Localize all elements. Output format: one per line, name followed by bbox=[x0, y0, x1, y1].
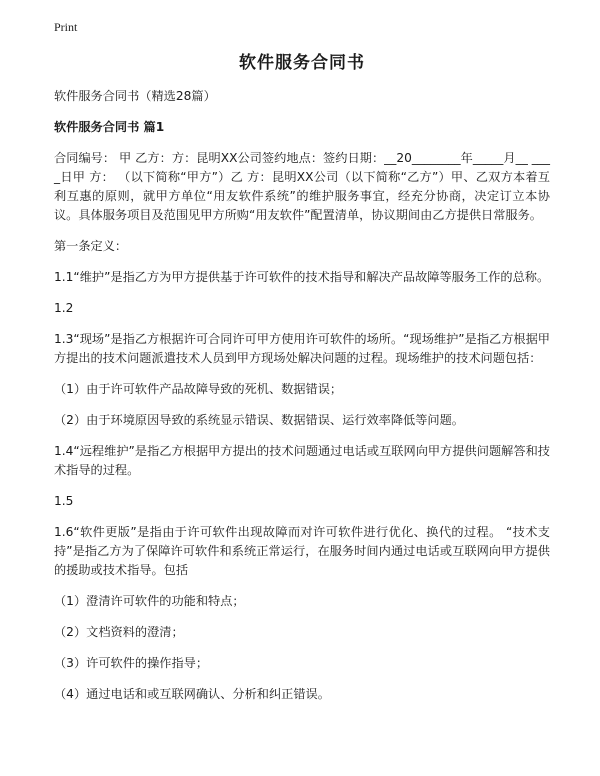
paragraph-1-2: 1.2 bbox=[54, 301, 74, 315]
list-item-2: （2）由于环境原因导致的系统显示错误、数据错误、运行效率降低等问题。 bbox=[54, 413, 464, 427]
paragraph-1-4: 1.4“远程维护”是指乙方根据甲方提出的技术问题通过电话或互联网向甲方提供问题解答和技术指导的过程。 bbox=[54, 444, 550, 477]
document-body bbox=[54, 50, 550, 716]
paragraph-1-5: 1.5 bbox=[54, 494, 74, 508]
document-subtitle: 软件服务合同书（精选28篇） bbox=[54, 89, 216, 103]
document-title: 软件服务合同书 bbox=[239, 53, 365, 73]
paragraph-1-6: 1.6“软件更版”是指由于许可软件出现故障而对许可软件进行优化、换代的过程。 “技术支持”是指乙方为了保障许可软件和系统正常运行，在服务时间内通过电话或互联网向甲方提供的援助或技术指导。包括 bbox=[54, 525, 550, 577]
support-item-4: （4）通过电话和或互联网确认、分析和纠正错误。 bbox=[54, 687, 330, 701]
list-item-1: （1）由于许可软件产品故障导致的死机、数据错误； bbox=[54, 382, 343, 396]
support-item-1: （1）澄清许可软件的功能和特点； bbox=[54, 594, 245, 608]
paragraph-1-3: 1.3“现场”是指乙方根据许可合同许可甲方使用许可软件的场所。“现场维护”是指乙方根据甲方提出的技术问题派遣技术人员到甲方现场处解决问题的过程。现场维护的技术问题包括： bbox=[54, 332, 550, 365]
paragraph-article-1: 第一条定义： bbox=[54, 239, 128, 253]
support-item-2: （2）文档资料的澄清； bbox=[54, 625, 184, 639]
support-item-3: （3）许可软件的操作指导； bbox=[54, 656, 209, 670]
paragraph-1-1: 1.1“维护”是指乙方为甲方提供基于许可软件的技术指导和解决产品故障等服务工作的总称。 bbox=[54, 270, 550, 284]
print-label[interactable]: Print bbox=[54, 20, 78, 34]
section-heading: 软件服务合同书 篇1 bbox=[54, 120, 165, 134]
paragraph-contract-intro: 合同编号： 甲 乙方：方：昆明XX公司签约地点：签约日期：__20________年_____月__ ____日甲 方： （以下简称“甲方”）乙 方：昆明XX公司（以下简称“乙方”）甲、乙双方本着互利互惠的原则，就甲方单位“用友软件系统”的维护服务事宜，经充分协商，决定订立本协议。具体服务项目及范围见甲方所购“用友软件”配置清单，协议期间由乙方提供日常服务。 bbox=[54, 151, 550, 222]
